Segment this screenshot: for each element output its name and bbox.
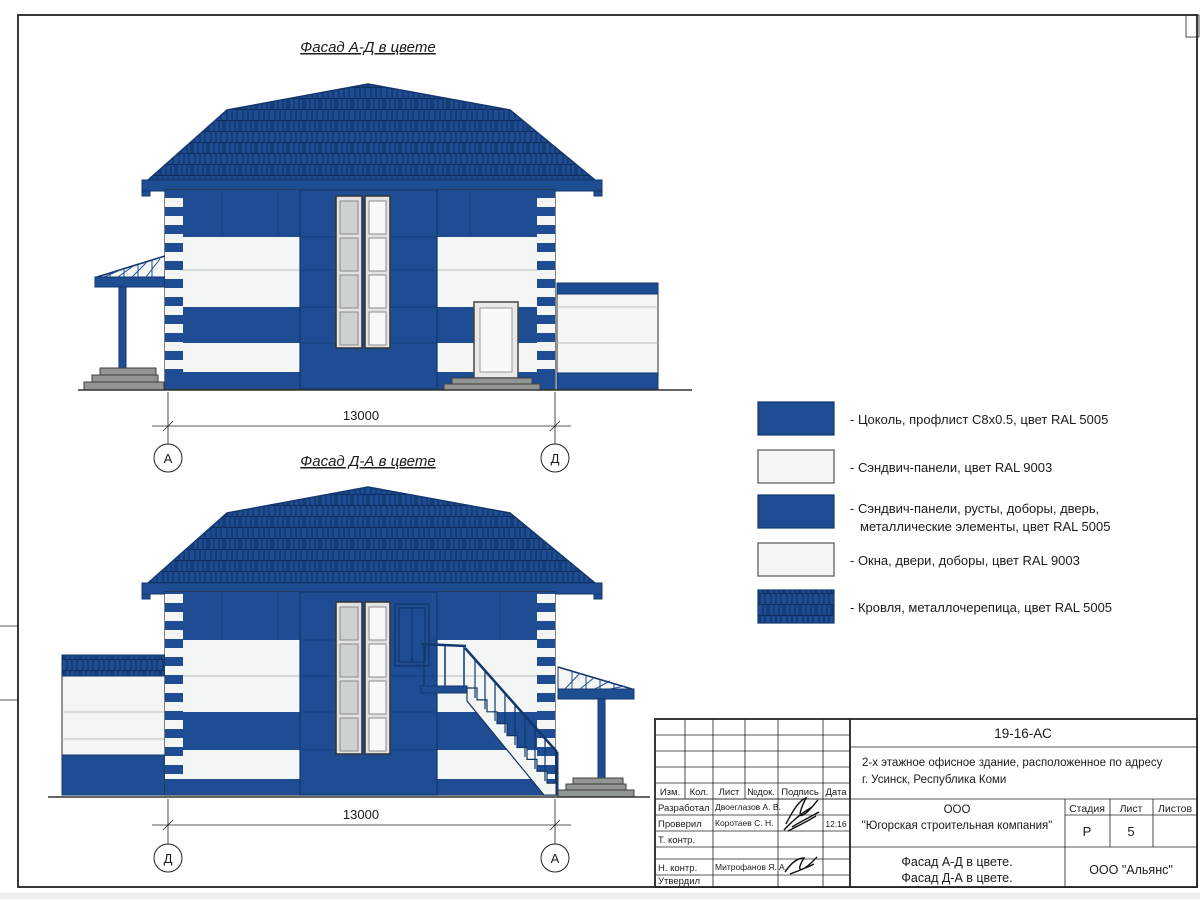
window-tall-1 <box>336 196 362 348</box>
content-line1: Фасад А-Д в цвете. <box>901 855 1013 869</box>
quoins-left-2 <box>165 592 183 779</box>
col-date: Дата <box>825 787 847 798</box>
legend-label-windows: - Окна, двери, доборы, цвет RAL 9003 <box>850 553 1080 568</box>
legend-swatch-plinth <box>758 402 834 435</box>
col-kol: Кол. <box>689 787 709 798</box>
col-list: Лист <box>718 787 740 798</box>
legend-swatch-windows <box>758 543 834 576</box>
object-line2: г. Усинск, Республика Коми <box>862 774 1007 786</box>
legend-label-plinth: - Цоколь, профлист С8х0.5, цвет RAL 5005 <box>850 412 1109 427</box>
legend-label-blue-elements-1: - Сэндвич-панели, русты, доборы, дверь, <box>850 501 1100 516</box>
org-line2: "Югорская строительная компания" <box>861 820 1053 832</box>
axis-mark-d-2: Д <box>163 851 173 866</box>
window-tall-3 <box>336 602 362 754</box>
legend-label-blue-elements-2: металлические элементы, цвет RAL 5005 <box>860 519 1111 534</box>
sheet-value: 5 <box>1127 824 1135 839</box>
stage-value: Р <box>1082 824 1092 839</box>
title-block <box>655 719 1197 887</box>
stage-label: Стадия <box>1069 803 1105 815</box>
facade-a-d-drawing <box>78 39 692 472</box>
roof-d-a <box>142 487 602 599</box>
legend-swatch-roof <box>758 590 834 623</box>
facade-d-a-title: Фасад Д-А в цвете <box>300 453 436 470</box>
row-approved-label: Утвердил <box>658 876 701 887</box>
row-checked-label: Проверил <box>658 819 702 830</box>
porch-column <box>119 287 126 373</box>
company-name: ООО "Альянс" <box>1089 863 1173 877</box>
annex-right <box>557 283 658 389</box>
quoins-right-2 <box>537 592 555 779</box>
porch-column-2 <box>598 699 605 783</box>
content-line2: Фасад Д-А в цвете. <box>901 871 1013 885</box>
col-doc: №док. <box>747 787 775 798</box>
org-line1: ООО <box>943 804 971 816</box>
annex-left <box>62 655 165 795</box>
porch-left <box>84 256 165 390</box>
axis-mark-a: А <box>163 451 173 466</box>
row-ncontrol-name: Митрофанов Я. А. <box>715 862 788 872</box>
object-line1: 2-х этажное офисное здание, расположенное по адресу <box>862 757 1163 769</box>
dimension-label-bottom: 13000 <box>342 807 380 822</box>
quoins-right <box>537 190 555 372</box>
row-developed-label: Разработал <box>658 803 710 814</box>
sheet-label: Лист <box>1119 803 1143 815</box>
facade-d-a-drawing <box>48 453 650 872</box>
row-developed-name: Двоеглазов А. В. <box>715 802 781 812</box>
legend <box>758 402 1112 623</box>
porch-right <box>558 667 634 797</box>
roof-a-d <box>142 84 602 196</box>
facade-a-d-title: Фасад А-Д в цвете <box>300 39 436 56</box>
doc-code: 19-16-АС <box>994 726 1052 741</box>
legend-swatch-panels <box>758 450 834 483</box>
row-tcontrol-label: Т. контр. <box>658 835 696 846</box>
scan-artifact <box>0 893 1200 899</box>
legend-label-panels: - Сэндвич-панели, цвет RAL 9003 <box>850 460 1053 475</box>
legend-label-roof: - Кровля, металлочерепица, цвет RAL 5005 <box>850 600 1113 615</box>
row-ncontrol-label: Н. контр. <box>658 863 698 874</box>
legend-swatch-blue-elements <box>758 495 834 528</box>
axis-mark-d: Д <box>550 451 560 466</box>
sheets-label: Листов <box>1157 803 1193 815</box>
col-izm: Изм. <box>659 787 681 798</box>
axis-mark-a-2: А <box>550 851 560 866</box>
dimension-bottom <box>152 799 571 872</box>
row-checked-name: Коротаев С. Н. <box>715 818 774 828</box>
dimension-label-top: 13000 <box>342 408 380 423</box>
window-tall-2 <box>365 196 390 348</box>
row-checked-date: 12.16 <box>825 819 847 829</box>
window-tall-4 <box>365 602 390 754</box>
col-sign: Подпись <box>781 787 819 798</box>
quoins-left <box>165 190 183 372</box>
